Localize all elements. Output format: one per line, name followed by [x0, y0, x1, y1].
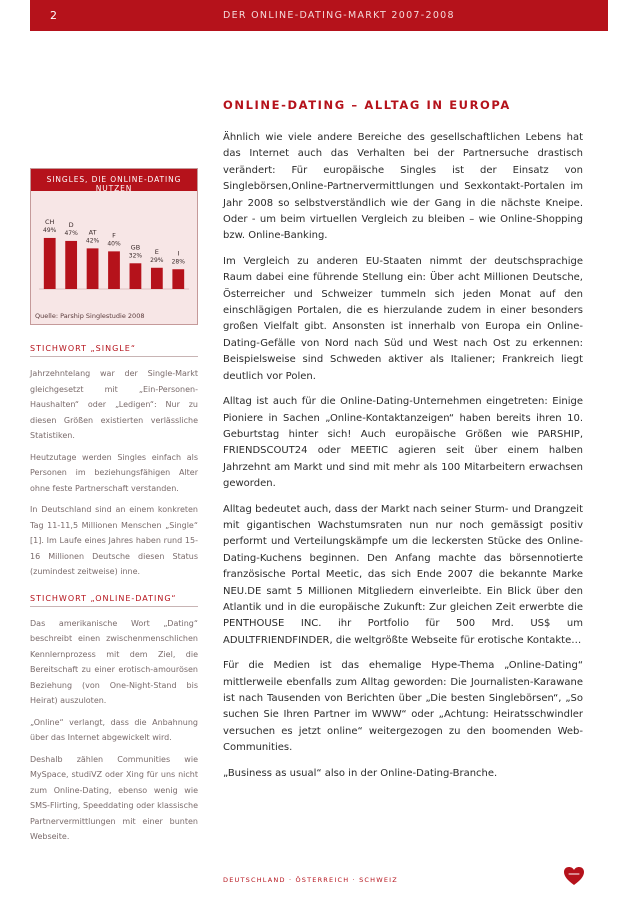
chart-bar-i	[172, 269, 184, 289]
paragraph: Ähnlich wie viele andere Bereiche des gesellschaftlichen Lebens hat das Internet auch das Verhalten bei der Partnersuche drastisch verändert: Für europäische Singles ist der Einsatz von Singlebörsen,Online-Partnervermittlungen und Sexkontakt-Portalen im Jahr 2008 so selbstverständlich wie der Gang in die nächste Kneipe. Oder - um beim virtuellen Vergleich zu bleiben – wie Online-Shopping bzw. Online-Banking.	[223, 132, 583, 242]
main-column	[223, 130, 583, 791]
sidebar-paragraph: Heutzutage werden Singles einfach als Personen im beziehungsfähigen Alter ohne feste Partnerschaft verstanden.	[30, 452, 198, 493]
chart-category-label: F	[112, 231, 116, 240]
sidebar-paragraph: Deshalb zählen Communities wie MySpace, studiVZ oder Xing für uns nicht zum Online-Dating, ebenso wenig wie SMS-Flirting, Speeddating oder klassische Partnervermittlungen mit einer bunten Webseite.	[30, 754, 198, 841]
heart-logo-icon	[563, 866, 585, 886]
sidebar-divider	[30, 606, 198, 607]
sidebar-paragraph: „Online“ verlangt, dass die Anbahnung über das Internet abgewickelt wird.	[30, 717, 198, 742]
chart-category-label: D	[68, 220, 74, 229]
header-bar	[30, 0, 608, 31]
chart-category-label: CH	[44, 217, 55, 226]
chart-bar-at	[87, 248, 99, 289]
sidebar-heading-single: STICHWORT „SINGLE“	[30, 344, 136, 353]
chart-title: SINGLES, DIE ONLINE-DATING NUTZEN	[46, 175, 182, 193]
chart-category-label: AT	[88, 228, 97, 237]
chart-bar-ch	[44, 238, 56, 289]
chart-value-label: 32%	[128, 252, 143, 260]
chart-value-label: 29%	[150, 256, 164, 264]
chart-category-label: E	[154, 247, 159, 256]
chart-bar-e	[151, 268, 163, 289]
sidebar-paragraph: In Deutschland sind an einem konkreten Tag 11-11,5 Millionen Menschen „Single“ [1]. Im Laufe eines Jahres haben rund 15-16 Millionen Deutsche diesen Status (zumindest zeitweise) inne.	[30, 505, 198, 576]
chart-value-label: 28%	[171, 258, 185, 266]
paragraph: Für die Medien ist das ehemalige Hype-Thema „Online-Dating“ mittlerweile ebenfalls zum Alltag geworden: Die Journalisten-Karawane ist nach Tausenden von Berichten über „Die besten Singlebörsen“, „So suchen Sie Ihren Partner im WWW“ oder „Achtung: Heiratsschwindler versuchen es jetzt online“ weitergezogen zu den boomenden Web-Communities.	[223, 660, 583, 754]
chart-value-label: 40%	[107, 240, 121, 248]
paragraph: Alltag ist auch für die Online-Dating-Unternehmen eingetreten: Einige Pioniere in Sachen „Online-Kontaktanzeigen“ haben bereits ihren 10. Geburtstag hinter sich! Auch europäische Größen wie PARSHIP, FRIENDSCOUT24 oder MEETIC agieren seit über einem halben Jahrzehnt am Markt und sind mit mehr als 100 Mitarbeitern erwachsen geworden.	[223, 396, 583, 490]
bar-chart	[31, 191, 197, 311]
sidebar-spacer	[30, 586, 198, 594]
paragraph: „Business as usual“ also in der Online-Dating-Branche.	[223, 767, 498, 779]
page-number: 2	[50, 9, 57, 22]
chart-category-label: GB	[130, 243, 141, 252]
chart-value-label: 49%	[43, 226, 57, 234]
sidebar-divider	[30, 356, 198, 357]
chart-bar-d	[65, 241, 77, 289]
chart-value-label: 42%	[85, 237, 100, 245]
paragraph: Im Vergleich zu anderen EU-Staaten nimmt der deutschsprachige Raum dabei eine führende Stellung ein: Über acht Millionen Deutsche, Österreicher und Schweizer tummeln sich jeden Monat auf den einschlägigen Portalen, die es hierzulande zudem in einer besonders großen Vielfalt gibt. Ansonsten ist innerhalb von Europa ein Online-Dating-Gefälle von Nord nach Süd und West nach Ost zu erkennen: Beispielsweise sind Schweden aktiver als Italiener; Frankreich liegt deutlich vor Polen.	[223, 255, 583, 382]
chart-category-label: I	[177, 249, 180, 258]
chart-bar-f	[108, 251, 120, 289]
sidebar	[30, 344, 198, 851]
chart-box	[30, 168, 198, 325]
footer-text: DEUTSCHLAND · ÖSTERREICH · SCHWEIZ	[223, 876, 398, 884]
section-title: ONLINE-DATING – ALLTAG IN EUROPA	[223, 98, 511, 112]
chart-header	[31, 169, 197, 191]
running-title: DER ONLINE-DATING-MARKT 2007-2008	[223, 10, 455, 21]
chart-source: Quelle: Parship Singlestudie 2008	[35, 312, 145, 320]
sidebar-paragraph: Jahrzehntelang war der Single-Markt gleichgesetzt mit „Ein-Personen-Haushalten“ oder „Ledigen“: Nur zu diesen Größen existierten verlässliche Statistiken.	[30, 369, 198, 440]
chart-bar-gb	[130, 263, 142, 289]
sidebar-heading-online-dating: STICHWORT „ONLINE-DATING“	[30, 593, 177, 603]
sidebar-paragraph: Das amerikanische Wort „Dating“ beschreibt einen zwischenmenschlichen Kennlernprozess mit dem Ziel, die Bereitschaft zu einer erotisch-amourösen Beziehung (von One-Night-Stand bis Heirat) auszuloten.	[30, 618, 198, 705]
chart-value-label: 47%	[64, 229, 78, 237]
paragraph: Alltag bedeutet auch, dass der Markt nach seiner Sturm- und Drangzeit mit gigantischen Wachstumsraten nun nur noch gemässigt positiv performt und Verteilungskämpfe um die leckersten Stücke des Online-Dating-Kuchens beginnen. Den Anfang machte das börsennotierte französische Portal Meetic, das sich Ende 2007 die bekannte Marke NEU.DE samt 5 Millionen Mitgliedern einverleibte. Ein Blick über den Atlantik und in die europäische Zukunft: Zur gleichen Zeit erwerbte die PENTHOUSE INC. ihr Portfolio für 500 Mrd. US$ um ADULTFRIENDFINDER, die weltgrößte Webseite für erotische Kontakte…	[223, 503, 583, 646]
